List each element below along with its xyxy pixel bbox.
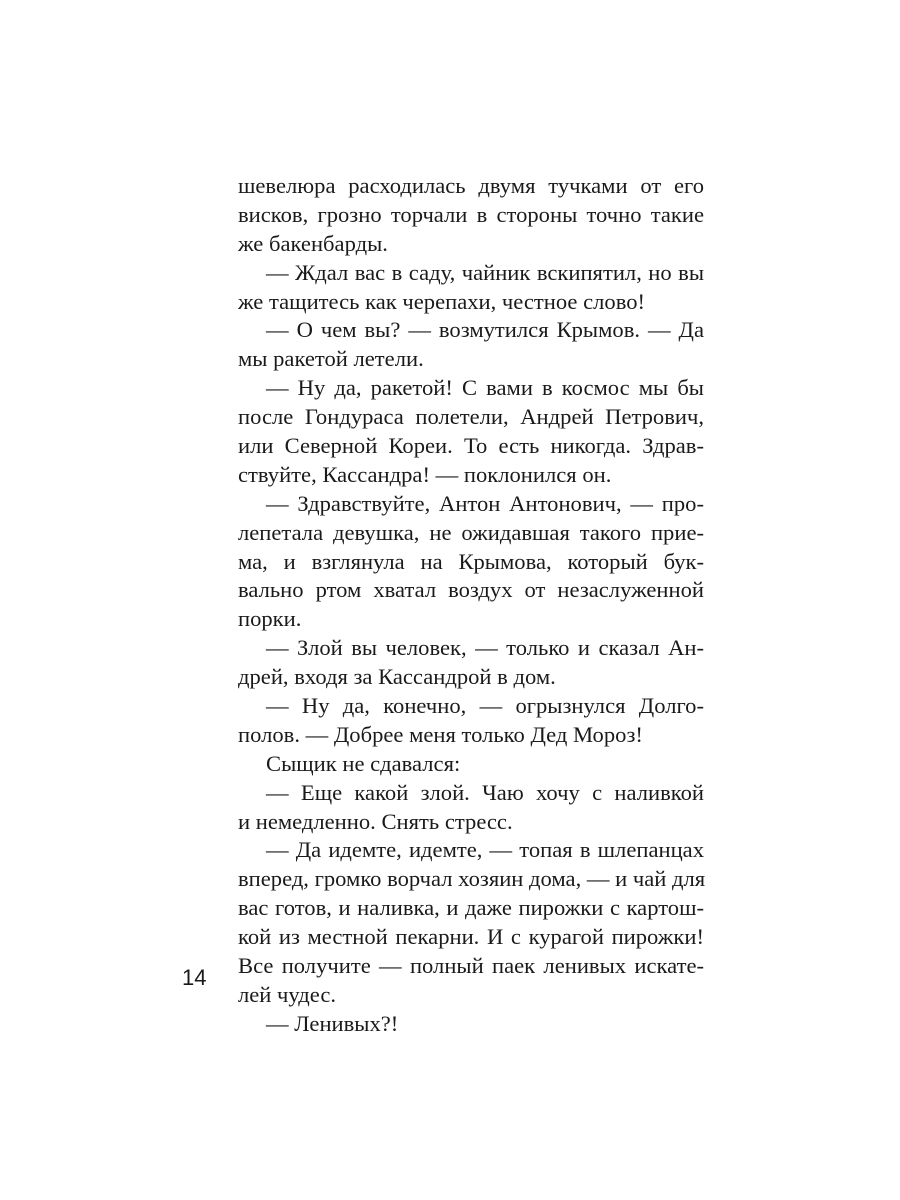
- text-line: ствуйте, Кассандра! — поклонился он.: [238, 461, 612, 487]
- text-line: же тащитесь как черепахи, честное слово!: [238, 288, 646, 314]
- text-line: — Еще какой злой. Чаю хочу с наливкой: [266, 779, 704, 805]
- text-line: вально ртом хватал воздух от незаслуженной: [238, 577, 704, 603]
- text-line: и немедленно. Снять стресс.: [238, 808, 513, 834]
- text-line: лепетала девушка, не ожидавшая такого прие-: [238, 519, 704, 545]
- text-line: кой из местной пекарни. И с курагой пирожки!: [238, 924, 704, 950]
- text-line: или Северной Кореи. То есть никогда. Здрав-: [238, 433, 704, 459]
- text-line: мы ракетой летели.: [238, 346, 424, 372]
- page-number: 14: [182, 965, 207, 990]
- text-line: ма, и взглянула на Крымова, который бук-: [238, 548, 704, 574]
- text-line: — Ждал вас в саду, чайник вскипятил, но вы: [266, 259, 704, 285]
- text-line: висков, грозно торчали в стороны точно такие: [238, 201, 704, 227]
- text-line: — О чем вы? — возмутился Крымов. — Да: [266, 317, 704, 343]
- text-line: Все получите — полный паек ленивых искате-: [238, 953, 704, 979]
- body-text: [238, 172, 704, 1039]
- text-line: — Ну да, конечно, — огрызнулся Долго-: [266, 693, 704, 719]
- text-line: лей чудес.: [238, 981, 337, 1007]
- text-line: шевелюра расходилась двумя тучками от его: [238, 173, 704, 198]
- text-line: полов. — Добрее меня только Дед Мороз!: [238, 721, 643, 747]
- text-line: — Да идемте, идемте, — топая в шлепанцах: [266, 837, 704, 863]
- text-line: — Злой вы человек, — только и сказал Ан-: [266, 635, 704, 661]
- text-line: дрей, входя за Кассандрой в дом.: [238, 664, 556, 690]
- text-line: — Здравствуйте, Антон Антонович, — про-: [266, 490, 704, 516]
- text-line: же бакенбарды.: [238, 230, 388, 256]
- text-line: после Гондураса полетели, Андрей Петрович,: [238, 404, 704, 430]
- text-line: вас готов, и наливка, и даже пирожки с картош-: [238, 895, 704, 921]
- text-line: — Ну да, ракетой! С вами в космос мы бы: [266, 375, 704, 401]
- text-line: порки.: [238, 606, 302, 632]
- text-line: вперед, громко ворчал хозяин дома, — и чай для: [238, 866, 706, 892]
- text-line: — Ленивых?!: [266, 1010, 399, 1036]
- text-line: Сыщик не сдавался:: [266, 750, 461, 776]
